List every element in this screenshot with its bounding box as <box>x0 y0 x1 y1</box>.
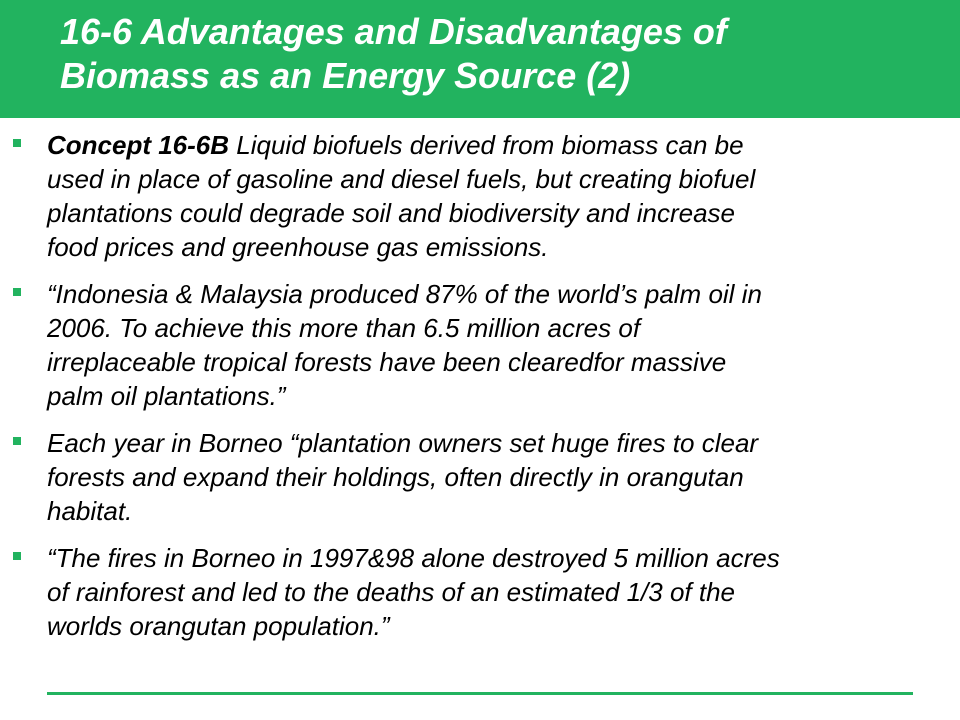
bullet-text: “The fires in Borneo in 1997&98 alone destroyed 5 million acres of rainforest and led to the deaths of an estimated 1/3 of the worlds orangutan population.” <box>47 543 780 641</box>
bottom-divider <box>47 692 913 695</box>
concept-text: Liquid biofuels derived from biomass can be used in place of gasoline and diesel fuels, but creating biofuel plantations could degrade soil and biodiversity and increase food prices and greenhouse gas emissions. <box>47 130 756 262</box>
bullet-square-icon <box>13 288 21 296</box>
bullet-text <box>47 128 952 264</box>
title-bar <box>0 0 960 118</box>
slide-title: 16-6 Advantages and Disadvantages of Biomass as an Energy Source (2) <box>60 11 727 96</box>
bullet-item <box>0 277 960 413</box>
bullet-item <box>0 128 960 264</box>
bullet-square-icon <box>13 139 21 147</box>
bullet-text: Each year in Borneo “plantation owners set huge fires to clear forests and expand their holdings, often directly in orangutan habitat. <box>47 428 759 526</box>
bullet-item <box>0 426 960 528</box>
bullet-item <box>0 541 960 643</box>
bullet-list <box>0 128 960 656</box>
bullet-square-icon <box>13 552 21 560</box>
concept-label: Concept 16-6B <box>47 130 230 160</box>
bullet-square-icon <box>13 437 21 445</box>
bullet-text: “Indonesia & Malaysia produced 87% of the world’s palm oil in 2006. To achieve this more than 6.5 million acres of irreplaceable tropical forests have been clearedfor massive palm oil plantations.” <box>47 279 762 411</box>
